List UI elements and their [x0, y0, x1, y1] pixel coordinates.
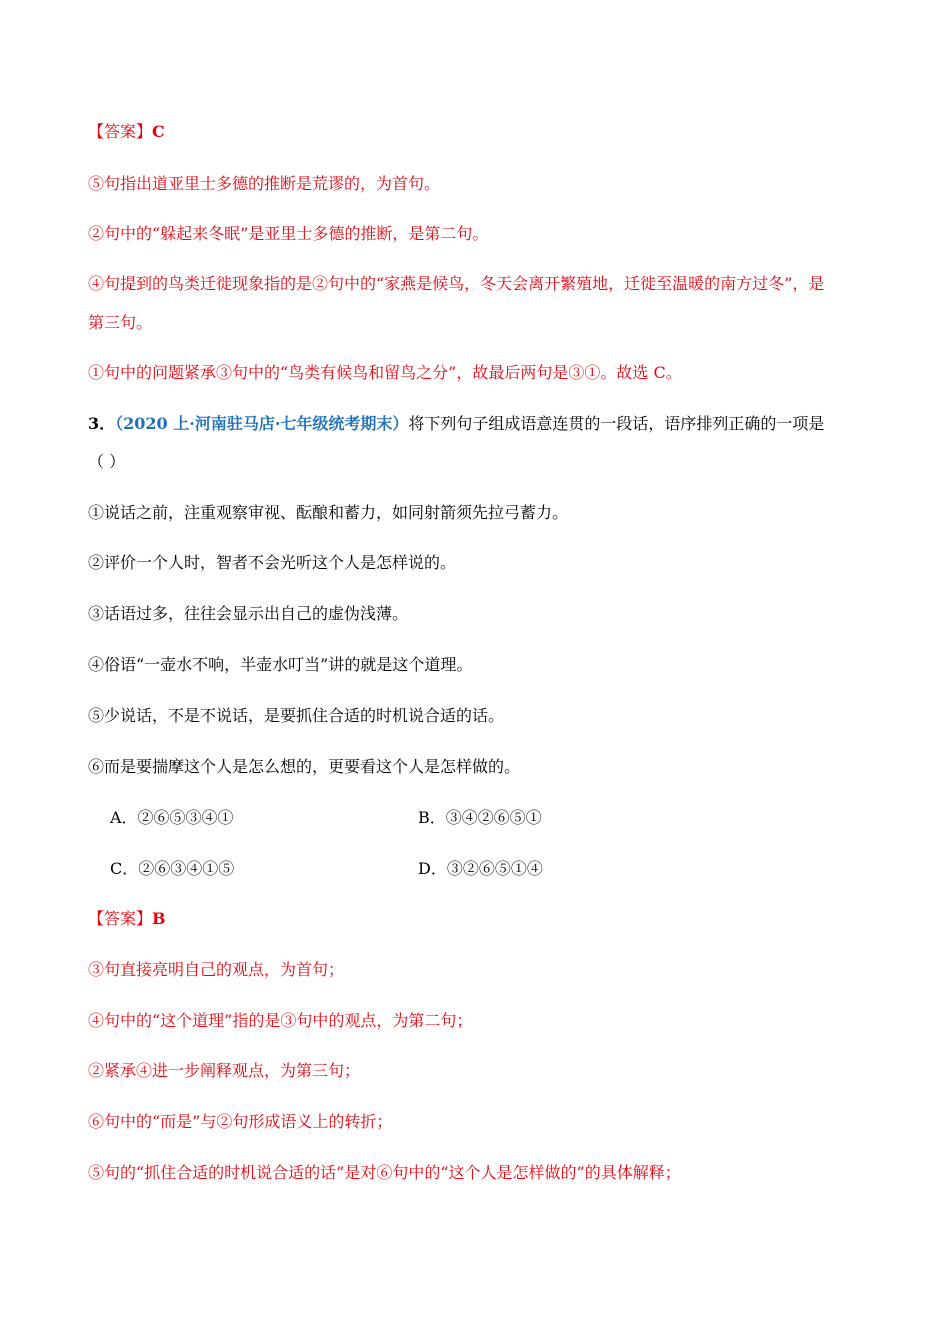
answer-label: 【答案】 — [88, 909, 153, 928]
question-text: 将下列句子组成语意连贯的一段话，语序排列正确的一项是 — [408, 414, 825, 433]
answer-header-2 — [88, 907, 870, 931]
answer-label: 【答案】 — [88, 122, 153, 141]
question-number: 3． — [88, 414, 116, 433]
question-source: （2020 上·河南驻马店·七年级统考期末） — [115, 414, 409, 433]
explanation-line: ⑤句的“抓住合适的时机说合适的话”是对⑥句中的“这个人是怎样做的”的具体解释； — [88, 1163, 681, 1182]
answer-header-1 — [88, 120, 870, 144]
explanation-line: 第三句。 — [88, 313, 153, 332]
explanation-line: ⑤句指出道亚里士多德的推断是荒谬的，为首句。 — [88, 174, 441, 193]
answer-letter: C — [152, 122, 165, 141]
option-b: B．③④②⑥⑤① — [418, 808, 542, 827]
option-c: C．②⑥③④①⑤ — [110, 859, 235, 878]
option-a: A．②⑥⑤③④① — [110, 808, 234, 827]
explanation-line: ②句中的“躲起来冬眠”是亚里士多德的推断，是第二句。 — [88, 224, 489, 243]
option-d: D．③②⑥⑤①④ — [418, 859, 543, 878]
explanation-line: ③句直接亮明自己的观点，为首句； — [88, 960, 345, 979]
explanation-line: ⑥句中的“而是”与②句形成语义上的转折； — [88, 1112, 393, 1131]
sentence-item: ⑥而是要揣摩这个人是怎么想的，更要看这个人是怎样做的。 — [88, 757, 521, 776]
explanation-line: ②紧承④进一步阐释观点，为第三句； — [88, 1061, 361, 1080]
question-3-stem — [88, 412, 870, 436]
sentence-item: ⑤少说话，不是不说话，是要抓住合适的时机说合适的话。 — [88, 706, 505, 725]
explanation-line: ①句中的问题紧承③句中的“鸟类有候鸟和留鸟之分”，故最后两句是③①。故选 C。 — [88, 363, 682, 382]
explanation-line: ④句提到的鸟类迁徙现象指的是②句中的“家燕是候鸟，冬天会离开繁殖地，迁徙至温暖的南方过冬”，是 — [88, 274, 825, 293]
sentence-item: ④俗语“一壶水不响，半壶水叮当”讲的就是这个道理。 — [88, 655, 473, 674]
sentence-item: ①说话之前，注重观察审视、酝酿和蓄力，如同射箭须先拉弓蓄力。 — [88, 503, 569, 522]
sentence-item: ②评价一个人时，智者不会光听这个人是怎样说的。 — [88, 553, 457, 572]
sentence-item: ③话语过多，往往会显示出自己的虚伪浅薄。 — [88, 604, 409, 623]
question-blank: （ ） — [88, 452, 126, 471]
explanation-line: ④句中的“这个道理”指的是③句中的观点，为第二句； — [88, 1011, 473, 1030]
answer-letter: B — [152, 909, 166, 928]
